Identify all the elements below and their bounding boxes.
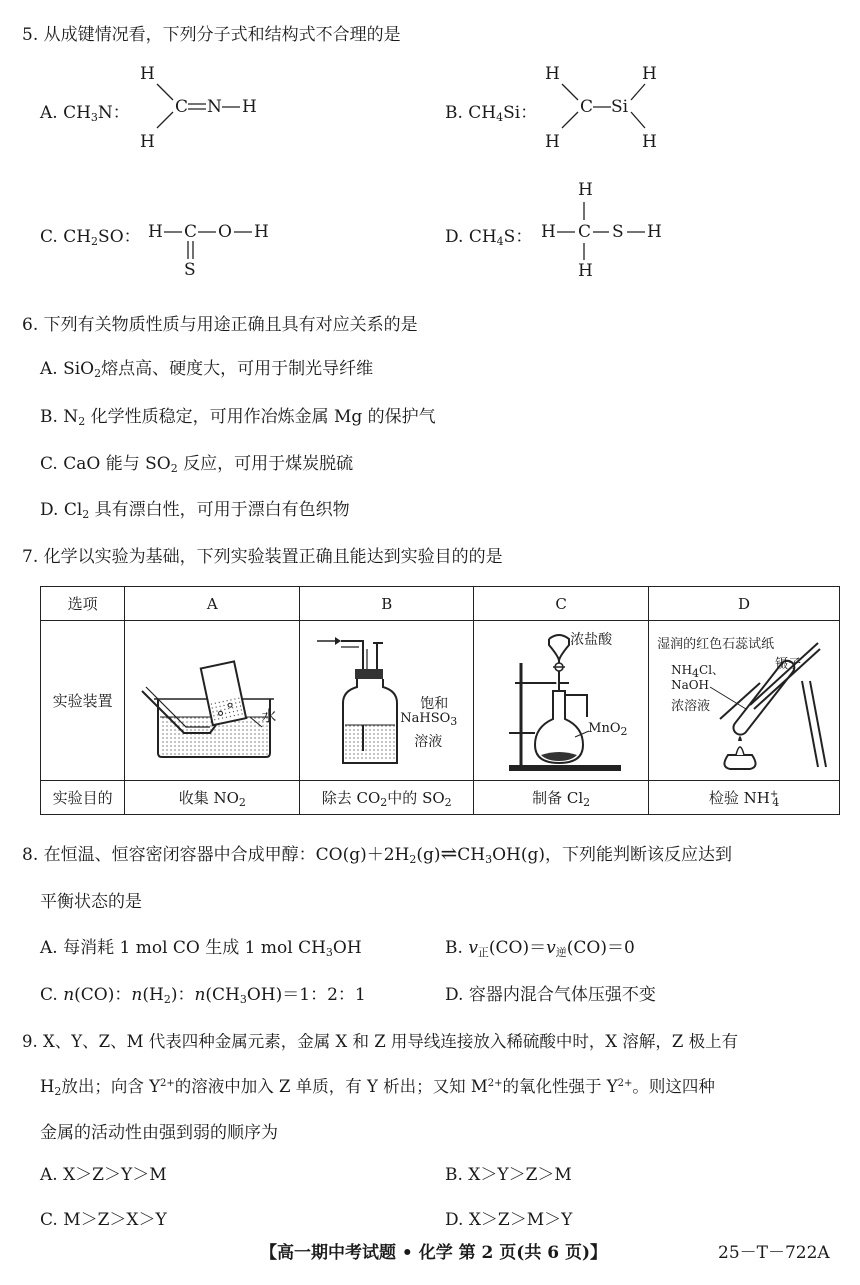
table-header-d: D [649,587,840,621]
table-header-a: A [125,587,300,621]
q9-option-b: B. X＞Y＞Z＞M [445,1165,572,1185]
q5-option-b-structure: H H C Si H H [545,64,657,152]
device-b-label-solution: 溶液 [414,734,443,750]
q5-option-c-structure: H C O H S [148,222,269,280]
question-6-stem: 6. 下列有关物质性质与用途正确且具有对应关系的是 [22,315,418,335]
purpose-b: 除去 $CO_2$中的 $SO_2$ [300,781,474,815]
experiment-table [40,586,840,815]
question-8-stem-line1: 8. 在恒温、恒容密闭容器中合成甲醇：$CO(g)+2H_2(g)\rightleftharpoons CH_3OH(g)$，下列能判断该反应达到 [22,841,733,866]
q5-option-a-label: A. $CH_3N$： [40,103,130,124]
row-label-device: 实验装置 [41,621,125,781]
q5-option-b-label: B. $CH_4Si$： [445,103,538,124]
device-b-label-nahso3: NaHSO$_3$ [400,711,458,728]
table-header-c: C [474,587,649,621]
purpose-d: 检验 $NH^+_4$ [649,781,840,815]
q6-option-b: B. $N_2$ 化学性质稳定，可用作冶炼金属 Mg 的保护气 [40,407,436,428]
row-label-purpose: 实验目的 [41,781,125,815]
q5-option-d-label: D. $CH_4S$： [445,227,533,248]
question-9-stem-line2: $H_2$放出；向含 $Y^{2+}$的溶液中加入 Z 单质，有 Y 析出；又知 $M^{2+}$的氧化性强于 $Y^{2+}$。则这四种 [40,1077,715,1098]
device-c-label-hcl: 浓盐酸 [570,632,613,648]
q5-option-c-label: C. $CH_2SO$： [40,227,141,248]
q6-option-a: A. SiO$_2$熔点高、硬度大，可用于制光导纤维 [40,359,374,380]
q5-option-a-structure: H H C N H [140,64,257,152]
q6-option-d: D. $Cl_2$ 具有漂白性，可用于漂白有色织物 [40,500,350,521]
device-a-cell [125,621,300,781]
question-9-stem-line3: 金属的活动性由强到弱的顺序为 [40,1123,278,1143]
q9-option-c: C. M＞Z＞X＞Y [40,1210,167,1230]
q8-option-b: B. $v_正(CO)=v_逆(CO)=0$ [445,938,635,959]
question-9-stem-line1: 9. X、Y、Z、M 代表四种金属元素，金属 X 和 Z 用导线连接放入稀硫酸中时，X 溶解，Z 极上有 [22,1032,739,1051]
table-header-b: B [300,587,474,621]
device-c-label-mno2: MnO$_2$ [588,721,628,738]
page-footer-title: 【高一期中考试题 • 化学 第 2 页(共 6 页)】 [260,1243,608,1263]
device-a-water-label: 水 [261,707,277,725]
question-5-stem: 5. 从成键情况看，下列分子式和结构式不合理的是 [22,25,401,45]
page-footer-code: 25－T－722A [718,1243,830,1263]
device-b-cell [300,621,474,781]
question-7-stem: 7. 化学以实验为基础，下列实验装置正确且能达到实验目的的是 [22,547,503,567]
purpose-c: 制备 $Cl_2$ [474,781,649,815]
device-d-label-nh4cl: $NH_4Cl$、 [671,663,725,680]
device-d-cell [649,621,840,781]
question-8-stem-line2: 平衡状态的是 [40,892,142,912]
q8-option-a: A. 每消耗 1 mol CO 生成 1 mol $CH_3OH$ [40,938,362,959]
purpose-a: 收集 $NO_2$ [125,781,300,815]
device-c-cell [474,621,649,781]
q5-option-d-structure: H H C S H H [541,180,662,281]
device-d-label-litmus: 湿润的红色石蕊试纸 [657,637,775,652]
device-d-label-tweezers: 镊子 [775,657,802,672]
table-header-option: 选项 [41,587,125,621]
device-a-figure [126,621,298,776]
q8-option-c: C. n(CO)：$n(H_2)$：$n(CH_3OH)=1$：2：1 [40,985,366,1006]
device-c-figure [475,621,647,776]
device-b-label-saturated: 饱和 [420,696,449,712]
device-d-label-conc-solution: 浓溶液 [671,699,711,714]
q8-option-d: D. 容器内混合气体压强不变 [445,985,656,1005]
q9-option-a: A. X＞Z＞Y＞M [40,1165,167,1185]
device-d-label-naoh: NaOH [671,678,710,692]
q9-option-d: D. X＞Z＞M＞Y [445,1210,573,1230]
q6-option-c: C. CaO 能与 $SO_2$ 反应，可用于煤炭脱硫 [40,454,354,475]
